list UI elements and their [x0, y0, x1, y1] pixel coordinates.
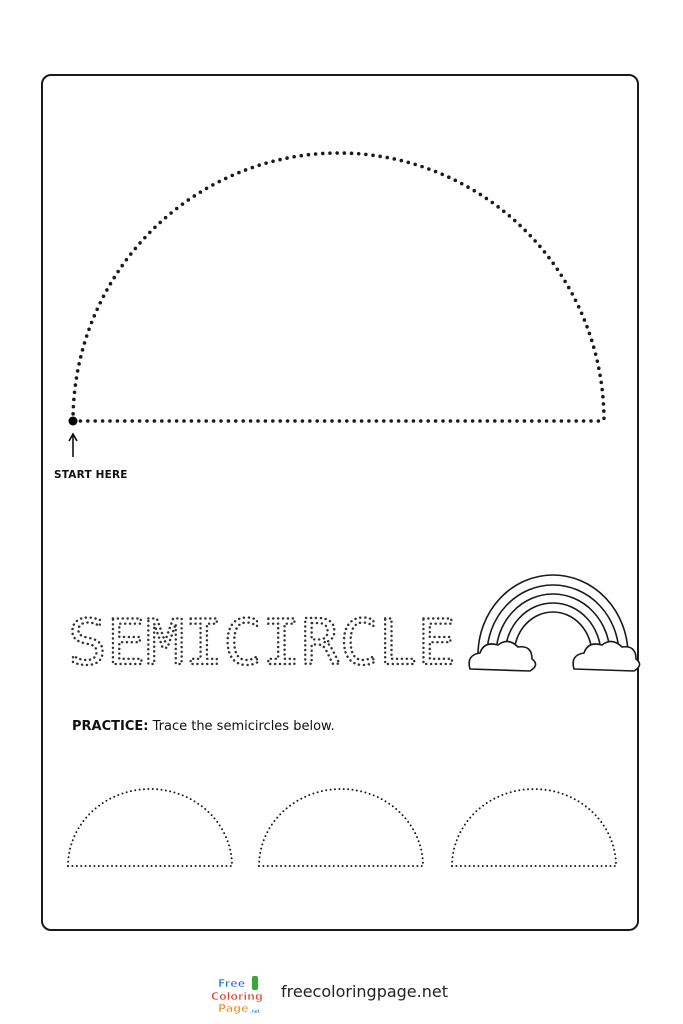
logo-free: Free: [218, 977, 246, 990]
right-cloud-icon: [573, 641, 639, 671]
practice-semicircle-1: [68, 789, 232, 866]
logo-page: Page: [218, 1002, 249, 1015]
footer: [0, 968, 683, 1018]
start-dot: [69, 417, 78, 426]
large-semicircle-arc: [73, 153, 604, 421]
site-url: freecoloringpage.net: [281, 982, 448, 1001]
logo-net: .net: [250, 1009, 260, 1015]
practice-instruction: [72, 719, 335, 734]
start-arrow-icon: [69, 434, 77, 457]
practice-prefix: PRACTICE:: [72, 719, 149, 734]
logo-coloring: Coloring: [211, 990, 263, 1003]
practice-semicircle-2: [259, 789, 423, 866]
start-here-label: START HERE: [54, 469, 128, 481]
practice-semicircle-3: [452, 789, 616, 866]
freecoloringpage-logo: [210, 976, 266, 1016]
practice-text: Trace the semicircles below.: [148, 719, 335, 734]
semicircle-trace-word: SEMICIRCLE: [68, 606, 456, 679]
